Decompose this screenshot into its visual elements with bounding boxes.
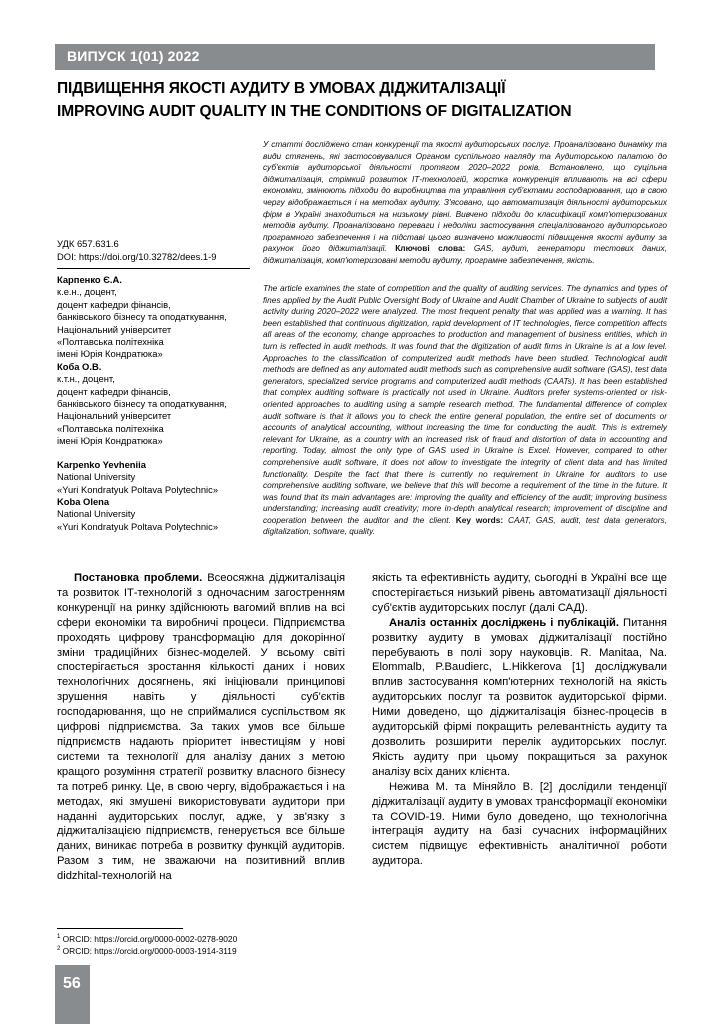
paragraph-run-in-heading: Постановка проблеми. xyxy=(74,572,203,584)
body-paragraph xyxy=(372,571,667,616)
author-affiliation-line: Національний університет xyxy=(57,323,172,335)
page-number: 56 xyxy=(63,975,81,992)
author-affiliation-line: імені Юрія Кондратюка» xyxy=(57,348,163,360)
keywords-label-english: Key words: xyxy=(455,514,504,525)
metadata-column xyxy=(57,237,257,533)
body-paragraph xyxy=(372,616,667,780)
author-name: Karpenko Yevheniia xyxy=(57,458,146,470)
paragraph-run-in-heading: Аналіз останніх досліджень і публікацій. xyxy=(389,616,620,629)
footnote-divider xyxy=(57,928,183,929)
footnote-marker: 2 xyxy=(57,946,61,953)
abstract-english-text: The article examines the state of competition and the quality of auditing services. The dynamics and types of fines applied by the Audit Public Oversight Body of Ukraine and Audit Chamber of Ukraine to subjects of audit activity during 2020–2022 were analyzed. The most frequent penalty that was applied was a warning. It has been established that continuous digitization, rapid development of IT technologies, fierce competition affects all areas of the economy, change approaches to production and management of business entities, which in turn is reflected in audit methods. It was found that the digitization of audit firms in Ukraine is at a low level. Approaches to the classification of computerized audit methods have been studied. Technological audit methods are defined as any automated audit methods such as comprehensive audit software (GAS), test data generators, specialized service programs and computerized audit methods (CAATs). It has been established that complex auditing software is practically not used in Ukraine. Auditors prefer systems-oriented or risk-oriented approaches to auditing using a sample research method. The fundamental difference of complex audit software is that it allows you to check the entire general population, the entire set of documents or accounts of analytical accounting, without increasing the time for conducting the audit. This is extremely relevant for Ukraine, as a country with an increased risk of fraud and distortion of data in accounting and reporting. Today, almost the only type of GAS used in Ukraine is Excel. However, compared to other comprehensive audit software, it does not allow to investigate the integrity of client data and has limited functionality. Despite the fact that there is currently no requirement in Ukraine for auditors to use comprehensive auditing software, we believe that this will become a requirement of the time in the future. It was found that its main advantages are: improving the quality and efficiency of the audit; improving business understanding; increasing audit creativity; more in-depth analytical research; improvement of discipline and cooperation between the auditor and the client. xyxy=(263,283,667,525)
author-affiliation-line: доцент кафедри фінансів, xyxy=(57,298,171,310)
footnote-item xyxy=(57,933,377,945)
author-affiliation-line: «Yuri Kondratyuk Poltava Polytechnic» xyxy=(57,520,219,532)
author-affiliation-line: «Yuri Kondratyuk Poltava Polytechnic» xyxy=(57,483,219,495)
footnote-item xyxy=(57,945,377,957)
author-affiliation-line: банківського бізнесу та оподаткування, xyxy=(57,398,227,410)
issue-bar xyxy=(55,44,655,70)
footnote-text[interactable]: ORCID: https://orcid.org/0000-0002-0278-9020 xyxy=(60,934,238,944)
abstract-ukrainian xyxy=(263,139,667,267)
author-block-ua-2 xyxy=(57,361,257,448)
author-affiliation-line: National University xyxy=(57,508,136,520)
footnote-marker: 1 xyxy=(57,934,61,941)
article-title-ukrainian: ПІДВИЩЕННЯ ЯКОСТІ АУДИТУ В УМОВАХ ДІДЖИТАЛІЗАЦІЇ xyxy=(57,80,506,97)
author-block-ua-1 xyxy=(57,274,257,361)
paragraph-text: Питання розвитку аудиту в умовах діджиталізації постійно перебувають в полі зору науковців. R. Manitaa, Na. Elommalb, P.Baudierc, L.Hikkerova [1] досліджували вплив застосування комп'ютерних технологій на якість аудиторських послуг та розвиток аудиторської фірми. Ними доведено, що діджиталізація бізнес-процесів в аудиторській фірмі покращить релевантність аудиту та дозволить розширити перелік аудиторських послуг. Якість аудиту при цьому покращиться за рахунок аналізу всіх даних клієнта. xyxy=(372,616,667,778)
metadata-divider xyxy=(57,268,250,269)
author-affiliation-line: National University xyxy=(57,471,136,483)
author-affiliation-line: Національний університет xyxy=(57,410,172,422)
udk-code: УДК 657.631.6 xyxy=(57,238,119,249)
author-name: Koba Olena xyxy=(57,495,110,507)
author-name: Карпенко Є.А. xyxy=(57,274,122,285)
author-affiliation-line: імені Юрія Кондратюка» xyxy=(57,435,163,447)
paragraph-text: Всеосяжна діджиталізація та розвиток ІТ-технологій з одночасним загостренням конкуренції на ринку здійснюють вагомий вплив на всі сфери економіки та виробничі процеси. Підприємства проходять цифрову трансформацію для докорінної зміни традиційних бізнес-моделей. У всьому світі спостерігається зростання кількості даних і нових технологічних досягнень, які ініціювали принципові зрушення навіть у діяльності суб'єктів господарювання, що не сприймалися суспільством як цифрові підприємства. За таких умов все більше підприємств надають пріоритет інвестиціям у нові системи та технології для аналізу даних з метою кращого розуміння стратегії розвитку власного бізнесу та потреб ринку. Це, в свою чергу, відображається і на методах, які змушені використовувати аудитори при наданні аудиторських послуг, адже, у зв'язку з діджиталізацією підприємств, генерується все більше даних, виникає потреба в розвитку функцій аудиторів. Разом з тим, не зважаючи на позитивний вплив didzhital-технологій на xyxy=(57,572,345,883)
body-paragraph xyxy=(57,571,345,884)
author-affiliation-line: банківського бізнесу та оподаткування, xyxy=(57,311,227,323)
author-spacer xyxy=(57,448,257,459)
author-name: Коба О.В. xyxy=(57,360,102,372)
author-block-en-1 xyxy=(57,459,257,496)
abstract-ukrainian-text: У статті досліджено стан конкуренції та якості аудиторських послуг. Проаналізовано динаміку та види стягнень, які застосовувалися Органом суспільного нагляду та Аудиторською палатою до суб'єктів аудиторської діяльності протягом 2020–2022 років. Встановлено, що суцільна діджиталізація, стрімкий розвиток ІТ-технологій, жорстка конкуренція впливають на всі сфери економіки, змінюють підходи до виробництва та управління суб'єктами господарювання, що в свою чергу відображається і на методах аудиту. З'ясовано, що автоматизація діяльності аудиторських фірм в Україні знаходиться на низькому рівні. Вивчено підходи до класифікації комп'ютеризованих методів аудиту. Проаналізовано переваги і недоліки застосування спеціалізованого аудиторського програмного забезпечення і на підставі цього визначено можливості підвищення якості аудиту за рахунок його діджиталізації. xyxy=(263,139,667,254)
issue-label: ВИПУСК 1(01) 2022 xyxy=(67,48,200,64)
author-affiliation-line: «Полтавська політехніка xyxy=(57,336,164,348)
keywords-ukrainian: GAS, аудит, генератори тестових даних, діджиталізація, комп'ютеризовані методи аудиту, програмне забезпечення, якість. xyxy=(263,243,667,265)
author-affiliation-line: к.е.н., доцент, xyxy=(57,286,117,298)
author-affiliation-line: «Полтавська політехніка xyxy=(57,422,164,434)
body-column-left xyxy=(57,571,345,884)
author-affiliation-line: доцент кафедри фінансів, xyxy=(57,385,171,397)
author-block-en-2 xyxy=(57,496,257,533)
footnote-text[interactable]: ORCID: https://orcid.org/0000-0003-1914-3119 xyxy=(60,946,237,957)
body-column-right xyxy=(372,571,667,869)
article-title-english: IMPROVING AUDIT QUALITY IN THE CONDITIONS OF DIGITALIZATION xyxy=(57,103,572,120)
body-paragraph xyxy=(372,780,667,869)
author-affiliation-line: к.т.н., доцент, xyxy=(57,373,115,385)
abstract-english xyxy=(263,283,667,538)
keywords-english: CAAT, GAS, audit, test data generators, digitalization, software, quality. xyxy=(263,514,667,537)
paragraph-text: Нежива М. та Міняйло В. [2] дослідили тенденції діджиталізації аудиту в умовах трансформації економіки та COVID-19. Ними було доведено, що технологічна інтеграція аудиту на базі сучасних інформаційних систем підвищує ефективність аналітичної роботи аудитора. xyxy=(372,780,667,868)
page-number-box xyxy=(55,965,90,1024)
paragraph-text: якість та ефективність аудиту, сьогодні в Україні все ще спостерігається низький рівень автоматизації діяльності суб'єктів аудиторських послуг (далі САД). xyxy=(372,572,667,614)
keywords-label-ukrainian: Ключові слова: xyxy=(395,243,466,254)
footnote-area xyxy=(57,933,377,957)
doi-link[interactable]: DOI: https://doi.org/10.32782/dees.1-9 xyxy=(57,251,217,262)
